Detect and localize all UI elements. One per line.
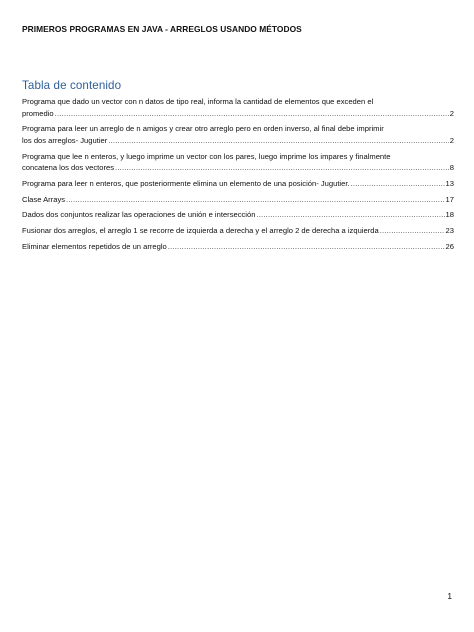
- toc-dot-leader: [380, 225, 445, 237]
- toc-entry-text-line1: Programa que lee n enteros, y luego imprime un vector con los pares, luego imprime los impares y finalmente: [22, 151, 391, 161]
- toc-entry-text: Dados dos conjuntos realizar las operaciones de unión e intersección: [22, 210, 256, 220]
- toc-entry-text-line1: Programa que dado un vector con n datos de tipo real, informa la cantidad de elementos que exceden el: [22, 97, 374, 106]
- toc-entry-page-number: 18: [445, 210, 454, 220]
- toc-dot-leader: [168, 241, 445, 253]
- toc-entry-text-line2: concatena los dos vectores: [22, 163, 115, 173]
- toc-entry[interactable]: [22, 151, 454, 174]
- toc-entry-text: Clase Arrays: [22, 194, 66, 204]
- toc-dot-leader: [108, 135, 449, 147]
- page-number: 1: [447, 591, 452, 601]
- toc-entry-page-number: 23: [445, 226, 454, 236]
- toc-entry-page-number: 26: [445, 242, 454, 252]
- toc-entry[interactable]: [22, 96, 454, 119]
- toc-entry-text: Fusionar dos arreglos, el arreglo 1 se recorre de izquierda a derecha y el arreglo 2 de derecha a izquierda: [22, 226, 379, 236]
- toc-title: Tabla de contenido: [22, 79, 122, 92]
- toc-entry-page-number: 8: [449, 163, 454, 173]
- toc-entry[interactable]: [22, 194, 454, 206]
- toc-dot-leader: [55, 108, 449, 120]
- toc-entry[interactable]: [22, 225, 454, 237]
- toc-dot-leader: [351, 178, 445, 190]
- table-of-contents: [22, 96, 454, 257]
- toc-entry-text-line2: los dos arreglos- Jugutier: [22, 135, 108, 145]
- toc-entry-text-line1: Programa para leer un arreglo de n amigos y crear otro arreglo pero en orden inverso, al final debe imprimir: [22, 124, 384, 134]
- toc-entry-page-number: 13: [445, 178, 454, 188]
- toc-entry-text: Programa para leer n enteros, que posteriormente elimina un elemento de una posición- Jugutier.: [22, 178, 350, 188]
- toc-dot-leader: [115, 162, 449, 174]
- toc-entry-text-line2: promedio: [22, 108, 54, 118]
- toc-entry-page-number: 2: [449, 108, 454, 118]
- document-header-title: PRIMEROS PROGRAMAS EN JAVA - ARREGLOS USANDO MÉTODOS: [22, 24, 302, 34]
- toc-dot-leader: [66, 194, 445, 206]
- toc-entry[interactable]: [22, 241, 454, 253]
- toc-entry-page-number: 17: [445, 194, 454, 204]
- toc-entry-page-number: 2: [449, 135, 454, 145]
- toc-dot-leader: [256, 209, 444, 221]
- toc-entry[interactable]: [22, 123, 454, 146]
- toc-entry[interactable]: [22, 209, 454, 221]
- toc-entry[interactable]: [22, 178, 454, 190]
- toc-entry-text: Eliminar elementos repetidos de un arreglo: [22, 242, 167, 252]
